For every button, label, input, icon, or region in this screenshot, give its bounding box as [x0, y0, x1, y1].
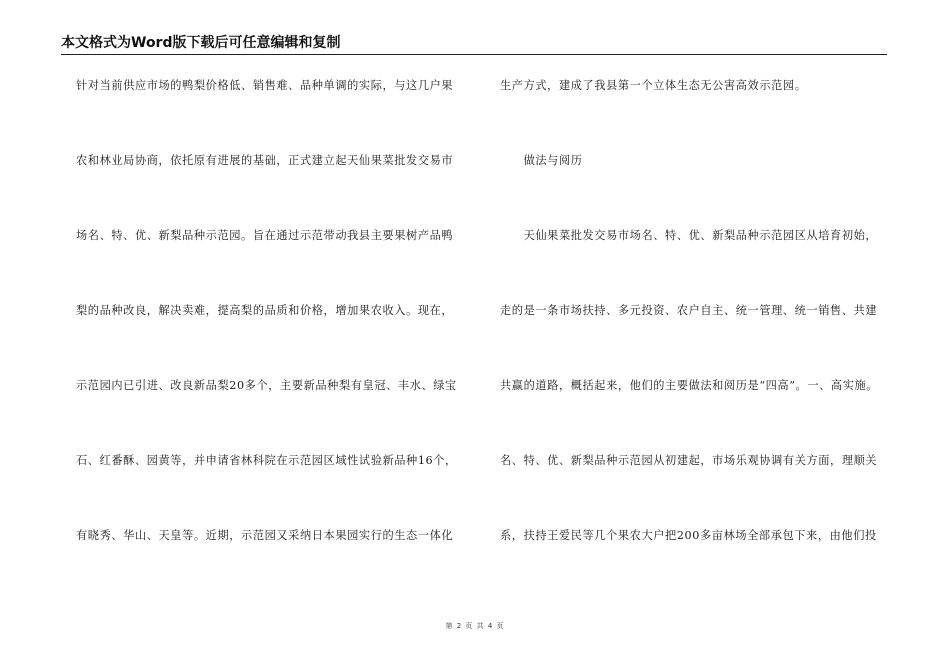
text-line: 针对当前供应市场的鸭梨价格低、销售难、品种单调的实际，与这几户果: [76, 79, 454, 92]
header-title: 本文格式为Word版下载后可任意编辑和复制: [61, 35, 341, 51]
text-line: 农和林业局协商，依托原有进展的基础，正式建立起天仙果菜批发交易市: [76, 154, 454, 167]
text-line: 天仙果菜批发交易市场名、特、优、新梨品种示范园区从培育初始，: [500, 229, 878, 242]
text-line: 石、红番酥、园黄等，并申请省林科院在示范园区域性试验新品种16个，: [76, 454, 457, 467]
page-number: 第 2 页 共 4 页: [445, 622, 505, 630]
text-line: 有晓秀、华山、天皇等。近期，示范园又采纳日本果园实行的生态一体化: [76, 529, 454, 542]
text-line: 共赢的道路，概括起来，他们的主要做法和阅历是“四高”。一、高实施。: [500, 379, 879, 392]
text-line: 示范园内已引进、改良新品梨20多个，主要新品种梨有皇冠、丰水、绿宝: [76, 379, 457, 392]
text-line: 名、特、优、新梨品种示范园从初建起，市场乐观协调有关方面，理顺关: [500, 454, 878, 467]
text-line: 梨的品种改良，解决卖难，提高梨的品质和价格，增加果农收入。现在，: [76, 304, 454, 317]
section-heading: 做法与阅历: [500, 154, 583, 167]
text-line: 系，扶持王爱民等几个果农大户把200多亩林场全部承包下来，由他们投: [500, 529, 877, 542]
text-line: 生产方式，建成了我县第一个立体生态无公害高效示范园。: [500, 79, 807, 92]
text-line: 场名、特、优、新梨品种示范园。旨在通过示范带动我县主要果树产品鸭: [76, 229, 454, 242]
document-header: [61, 34, 887, 55]
text-line: 走的是一条市场扶持、多元投资、农户自主、统一管理、统一销售、共建: [500, 304, 878, 317]
